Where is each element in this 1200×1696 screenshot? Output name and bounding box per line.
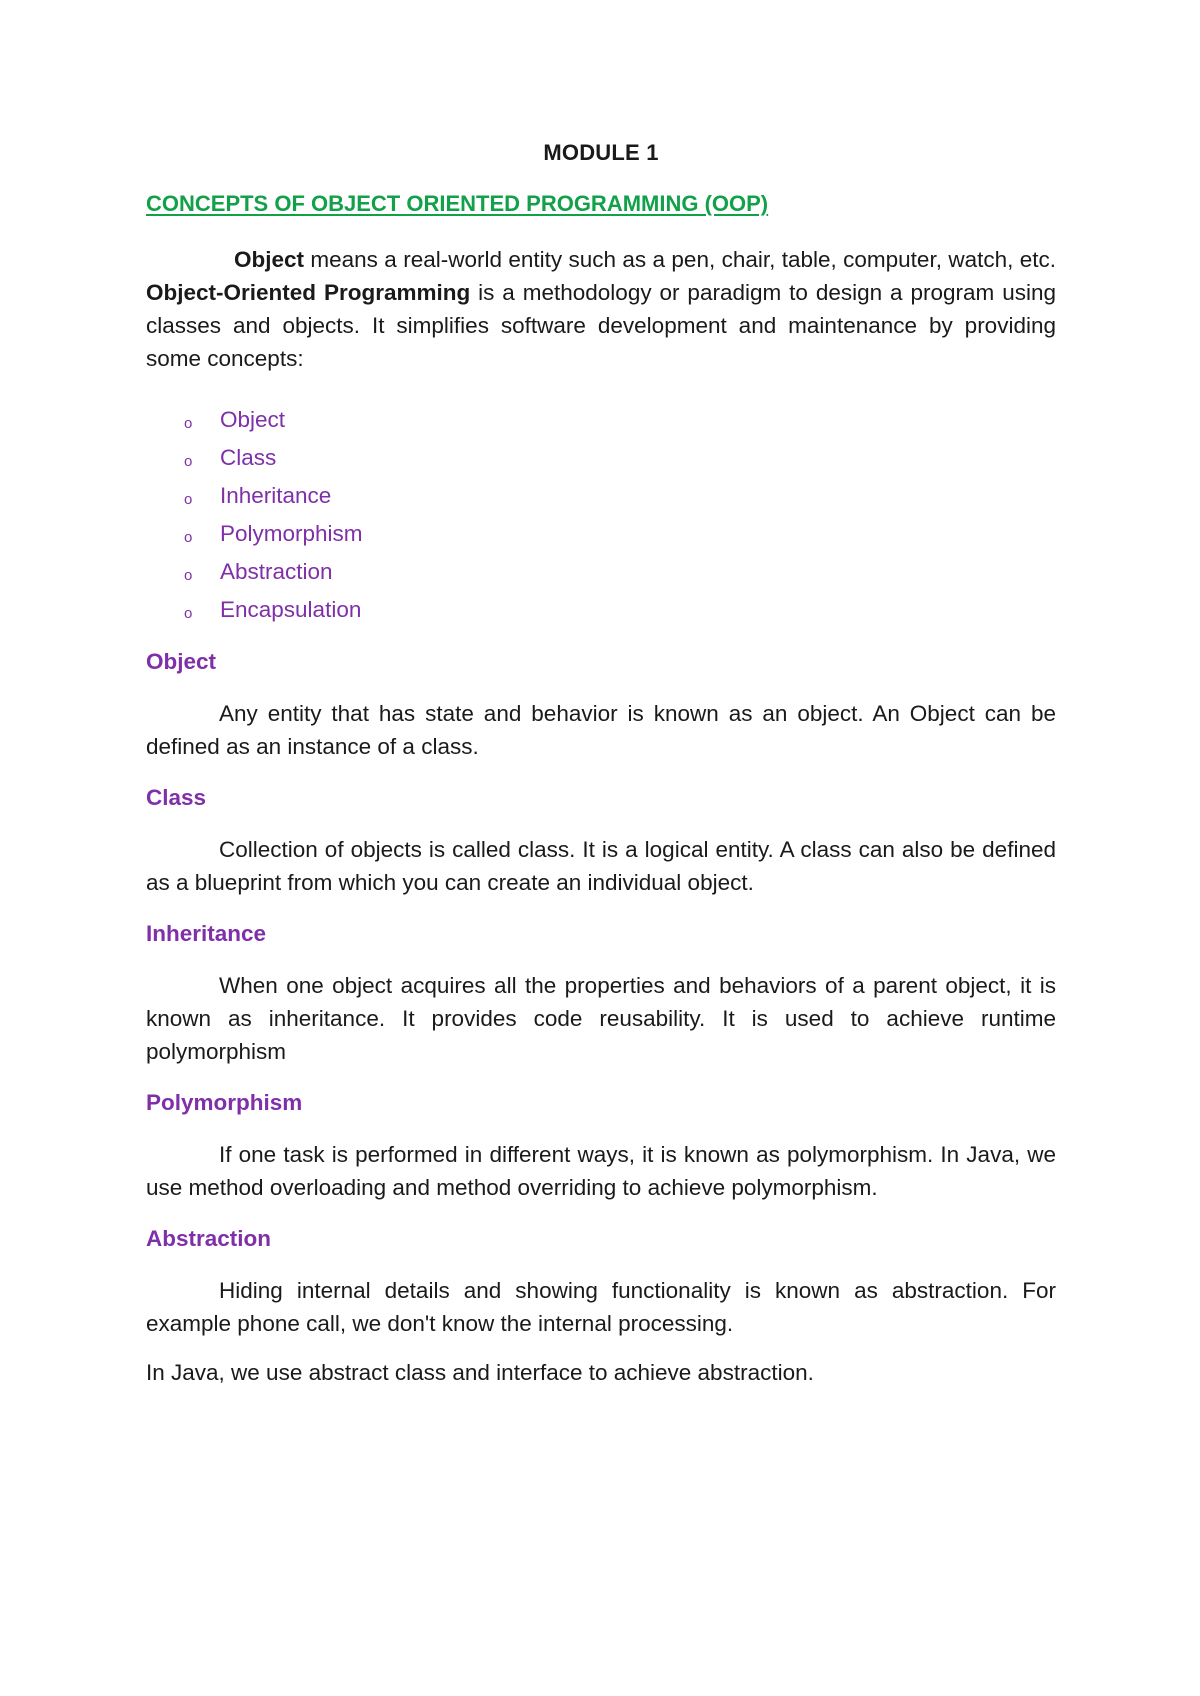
closing-note: In Java, we use abstract class and interface to achieve abstraction. — [146, 1360, 814, 1385]
concept-label: Abstraction — [220, 559, 333, 584]
concept-label: Class — [220, 445, 277, 470]
concept-label: Inheritance — [220, 483, 332, 508]
section-polymorphism — [146, 1090, 1056, 1204]
section-class — [146, 785, 1056, 899]
concept-label: Polymorphism — [220, 521, 363, 546]
section-body: Collection of objects is called class. It is a logical entity. A class can also be defined as a blueprint from which you can create an individual object. — [146, 837, 1056, 895]
section-body: Any entity that has state and behavior is known as an object. An Object can be defined as an instance of a class. — [146, 701, 1056, 759]
section-heading: Class — [146, 785, 207, 810]
concept-item — [146, 439, 1056, 477]
concept-item — [146, 401, 1056, 439]
page-subtitle: CONCEPTS OF OBJECT ORIENTED PROGRAMMING (OOP) — [146, 191, 769, 216]
section-inheritance — [146, 921, 1056, 1068]
concept-label: Object — [220, 407, 286, 432]
bullet-circle-icon: o — [184, 528, 193, 546]
concept-item — [146, 591, 1056, 629]
page-title: MODULE 1 — [543, 140, 659, 165]
section-heading: Polymorphism — [146, 1090, 303, 1115]
concept-label: Encapsulation — [220, 597, 362, 622]
bullet-circle-icon: o — [184, 452, 193, 470]
bullet-circle-icon: o — [184, 604, 193, 622]
intro-text-1: means a real-world entity such as a pen, chair, table, computer, watch, etc. — [304, 247, 1056, 272]
bullet-circle-icon: o — [184, 566, 193, 584]
document-page — [146, 140, 1056, 1389]
concept-item — [146, 553, 1056, 591]
concept-item — [146, 515, 1056, 553]
bullet-circle-icon: o — [184, 490, 193, 508]
intro-text-2: is a methodology or paradigm to design a program using classes and objects. It simplifies software development and maintenance by providing some concepts: — [146, 280, 1056, 371]
concept-item — [146, 477, 1056, 515]
intro-paragraph — [146, 243, 1056, 375]
section-heading: Abstraction — [146, 1226, 272, 1251]
intro-term-oop: Object-Oriented Programming — [146, 280, 471, 305]
section-object — [146, 649, 1056, 763]
section-body: When one object acquires all the properties and behaviors of a parent object, it is known as inheritance. It provides code reusability. It is used to achieve runtime polymorphism — [146, 973, 1056, 1064]
bullet-circle-icon: o — [184, 414, 193, 432]
section-heading: Object — [146, 649, 217, 674]
concept-list — [146, 401, 1056, 629]
intro-term-object: Object — [234, 247, 305, 272]
section-abstraction — [146, 1226, 1056, 1340]
section-body: If one task is performed in different ways, it is known as polymorphism. In Java, we use method overloading and method overriding to achieve polymorphism. — [146, 1142, 1056, 1200]
section-heading: Inheritance — [146, 921, 267, 946]
section-body: Hiding internal details and showing functionality is known as abstraction. For example phone call, we don't know the internal processing. — [146, 1278, 1056, 1336]
